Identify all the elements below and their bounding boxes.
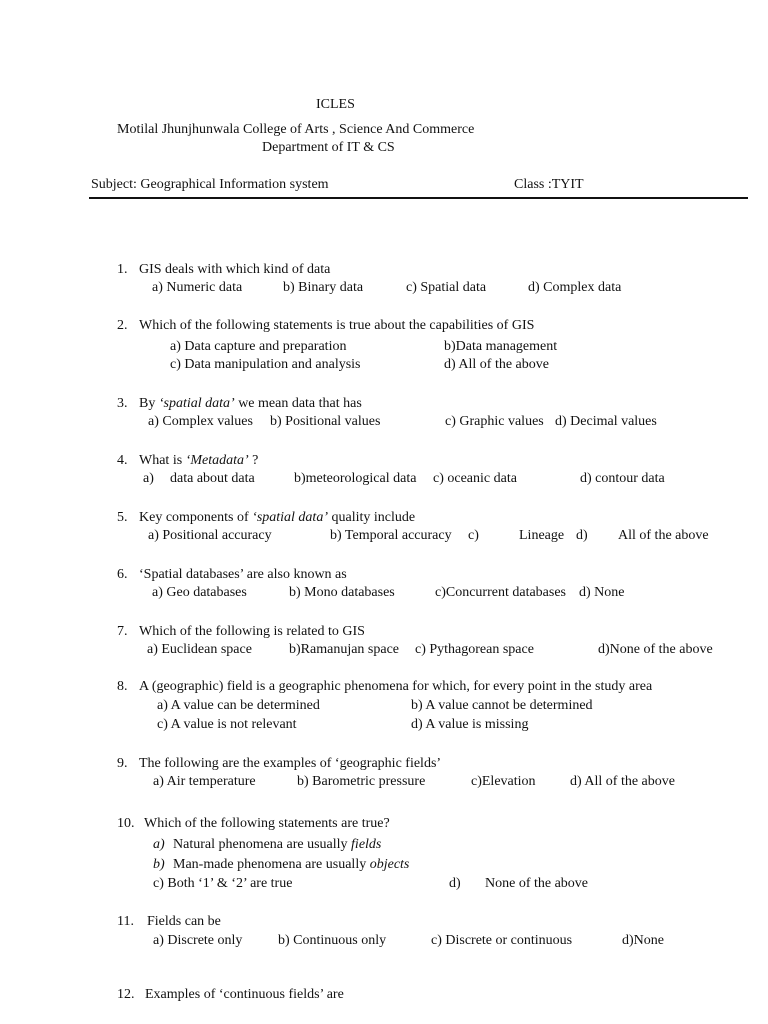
question-number: 11. — [117, 914, 134, 929]
option: b)Ramanujan space — [289, 642, 400, 657]
option: c) Both ‘1’ & ‘2’ are true — [153, 876, 293, 891]
option: c) Data manipulation and analysis — [170, 357, 361, 372]
option: b) Binary data — [283, 280, 364, 295]
question-number: 3. — [117, 396, 128, 411]
question-text: Which of the following statements are true? — [144, 816, 390, 831]
option: a) Complex values — [148, 414, 253, 429]
question-number: 1. — [117, 262, 128, 277]
option: d) A value is missing — [411, 717, 529, 732]
question-text: Which of the following is related to GIS — [139, 624, 365, 639]
option: b) A value cannot be determined — [411, 698, 593, 713]
option: data about data — [170, 471, 255, 486]
option: c) Discrete or continuous — [431, 933, 573, 948]
option: Natural phenomena are usually fields — [173, 837, 382, 852]
question-text: By ‘spatial data’ we mean data that has — [139, 396, 362, 411]
question-text: What is ‘Metadata’ ? — [139, 453, 259, 468]
option: d) Decimal values — [555, 414, 657, 429]
question-text: The following are the examples of ‘geographic fields’ — [139, 756, 442, 771]
option: d) None — [579, 585, 625, 600]
option: b) — [153, 857, 165, 872]
college-name: Motilal Jhunjhunwala College of Arts , Science And Commerce — [117, 122, 475, 137]
option: None of the above — [485, 876, 589, 891]
question-number: 6. — [117, 567, 128, 582]
option: b) Barometric pressure — [297, 774, 426, 789]
option: d) All of the above — [570, 774, 675, 789]
department-name: Department of IT & CS — [262, 140, 395, 155]
question-number: 5. — [117, 510, 128, 525]
option: d)None of the above — [598, 642, 713, 657]
option: d) Complex data — [528, 280, 622, 295]
question-text: Key components of ‘spatial data’ quality include — [139, 510, 416, 525]
option: Man-made phenomena are usually objects — [173, 857, 410, 872]
option: c)Concurrent databases — [435, 585, 566, 600]
option: c) oceanic data — [433, 471, 517, 486]
question-number: 4. — [117, 453, 128, 468]
option: d) — [576, 528, 588, 543]
option: a) — [153, 837, 165, 852]
question-number: 7. — [117, 624, 128, 639]
org-title: ICLES — [316, 97, 355, 112]
option: a) Discrete only — [153, 933, 243, 948]
option: b) Positional values — [270, 414, 381, 429]
option: c) — [468, 528, 479, 543]
option: c) Pythagorean space — [415, 642, 534, 657]
option: d) — [449, 876, 461, 891]
header-divider — [89, 197, 748, 199]
option: a) Data capture and preparation — [170, 339, 347, 354]
option: b)meteorological data — [294, 471, 417, 486]
question-number: 12. — [117, 987, 135, 1002]
question-number: 8. — [117, 679, 128, 694]
question-text: Fields can be — [147, 914, 221, 929]
class-line: Class :TYIT — [514, 177, 584, 192]
option: a) Positional accuracy — [148, 528, 272, 543]
option: d) contour data — [580, 471, 665, 486]
option: c)Elevation — [471, 774, 536, 789]
option: a) Numeric data — [152, 280, 243, 295]
question-text: A (geographic) field is a geographic phenomena for which, for every point in the study area — [139, 679, 653, 694]
question-text: Which of the following statements is true about the capabilities of GIS — [139, 318, 535, 333]
question-number: 2. — [117, 318, 128, 333]
subject-line: Subject: Geographical Information system — [91, 177, 329, 192]
option: a) Geo databases — [152, 585, 247, 600]
option: c) A value is not relevant — [157, 717, 297, 732]
option: d)None — [622, 933, 664, 948]
option: b) Continuous only — [278, 933, 387, 948]
option: b)Data management — [444, 339, 558, 354]
question-text: ‘Spatial databases’ are also known as — [139, 567, 347, 582]
question-text: Examples of ‘continuous fields’ are — [145, 987, 344, 1002]
option: d) All of the above — [444, 357, 549, 372]
question-number: 9. — [117, 756, 128, 771]
option: All of the above — [618, 528, 709, 543]
option: b) Mono databases — [289, 585, 395, 600]
option: c) Graphic values — [445, 414, 544, 429]
question-text: GIS deals with which kind of data — [139, 262, 331, 277]
question-number: 10. — [117, 816, 135, 831]
option: b) Temporal accuracy — [330, 528, 452, 543]
option: a) A value can be determined — [157, 698, 320, 713]
option: Lineage — [519, 528, 565, 543]
option: a) Air temperature — [153, 774, 256, 789]
option: c) Spatial data — [406, 280, 487, 295]
option: a) Euclidean space — [147, 642, 252, 657]
option: a) — [143, 471, 154, 486]
